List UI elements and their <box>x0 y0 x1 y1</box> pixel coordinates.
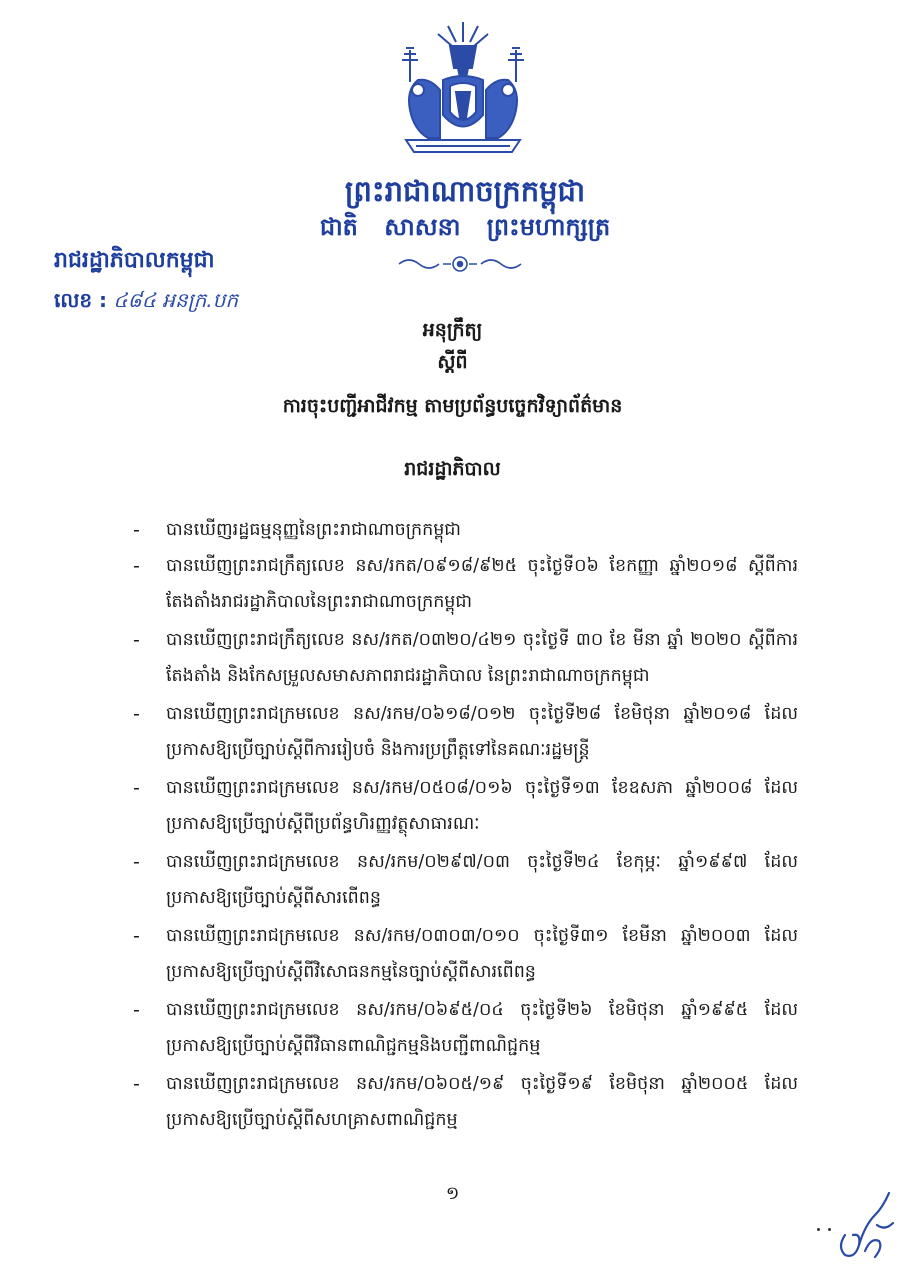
royal-coat-of-arms-emblem <box>388 20 538 170</box>
list-dash: - <box>133 629 140 651</box>
reference-value: ៤៨៤ អនក្រ.បក <box>113 288 239 312</box>
document-type-title: អនុក្រឹត្យ <box>422 319 483 341</box>
list-item-text: បានឃើញព្រះរាជក្រមលេខ នស/រកម/០៦៩៥/០៤ ចុះថ្ងៃទី២៦ ខែមិថុនា ឆ្នាំ១៩៩៥ ដែលប្រកាសឱ្យប្រើច្បាប់ស្តីពីវិធានពាណិជ្ជកម្មនិងបញ្ជីពាណិជ្ជកម្ម <box>166 1000 798 1056</box>
government-name: រាជរដ្ឋាភិបាលកម្ពុជា <box>54 248 215 273</box>
list-dash: - <box>133 851 140 873</box>
concerning-label: ស្តីពី <box>437 351 468 373</box>
kingdom-name: ព្រះរាជាណាចក្រកម្ពុជា <box>344 174 586 208</box>
list-item-text: បានឃើញព្រះរាជក្រមលេខ នស/រកម/០៣០៣/០១០ ចុះថ្ងៃទី៣១ ខែមីនា ឆ្នាំ២០០៣ ដែលប្រកាសឱ្យប្រើច្បាប់ស្តីពីវិសោធនកម្មនៃច្បាប់ស្តីពីសារពើពន្ធ <box>166 926 798 982</box>
list-item-text: បានឃើញព្រះរាជក្រឹត្យលេខ នស/រកត/០៣២០/៤២១ ចុះថ្ងៃទី ៣០ ខែ មីនា ឆ្នាំ ២០២០ ស្តីពីការតែងតាំង និងកែសម្រួលសមាសភាពរាជរដ្ឋាភិបាល នៃព្រះរាជាណាចក្រកម្ពុជា <box>166 630 798 686</box>
list-dash: - <box>133 1073 140 1095</box>
national-motto: ជាតិ សាសនា ព្រះមហាក្សត្រ <box>319 213 611 241</box>
list-dash: - <box>133 777 140 799</box>
list-item-text: បានឃើញព្រះរាជក្រមលេខ នស/រកម/០២៩៧/០៣ ចុះថ្ងៃទី២៤ ខែកុម្ភៈ ឆ្នាំ១៩៩៧ ដែលប្រកាសឱ្យប្រើច្បាប់ស្តីពីសារពើពន្ធ <box>166 852 798 908</box>
list-item-text: បានឃើញព្រះរាជក្រមលេខ នស/រកម/០៦១៨/០១២ ចុះថ្ងៃទី២៨ ខែមិថុនា ឆ្នាំ២០១៨ ដែលប្រកាសឱ្យប្រើច្បាប់ស្តីពីការរៀបចំ និងការប្រព្រឹត្តទៅនៃគណៈរដ្ឋមន្ត្រី <box>166 704 798 760</box>
document-reference-number <box>54 284 238 316</box>
page-number: ១ <box>445 1183 460 1204</box>
list-dash: - <box>133 519 140 541</box>
list-item-text: បានឃើញព្រះរាជក្រមលេខ នស/រកម/០៦០៥/១៩ ចុះថ្ងៃទី១៩ ខែមិថុនា ឆ្នាំ២០០៥ ដែលប្រកាសឱ្យប្រើច្បាប់ស្តីពីសហគ្រាសពាណិជ្ជកម្ម <box>166 1074 798 1130</box>
handwritten-initials-signature <box>805 1185 900 1270</box>
reference-label: លេខ : <box>54 288 108 312</box>
document-subject: ការចុះបញ្ជីអាជីវកម្ម តាមប្រព័ន្ធបច្ចេកវិទ្យាព័ត៌មាន <box>282 395 623 417</box>
list-dash: - <box>133 999 140 1021</box>
list-item-text: បានឃើញព្រះរាជក្រឹត្យលេខ នស/រកត/០៩១៨/៩២៥ ចុះថ្ងៃទី០៦ ខែកញ្ញា ឆ្នាំ២០១៨ ស្តីពីការតែងតាំងរាជរដ្ឋាភិបាលនៃព្រះរាជាណាចក្រកម្ពុជា <box>166 556 798 612</box>
list-dash: - <box>133 703 140 725</box>
list-dash: - <box>133 555 140 577</box>
issuer-heading: រាជរដ្ឋាភិបាល <box>404 458 501 480</box>
list-item-text: បានឃើញរដ្ឋធម្មនុញ្ញនៃព្រះរាជាណាចក្រកម្ពុជា <box>166 520 461 540</box>
decorative-ornament-divider <box>395 252 525 276</box>
list-dash: - <box>133 925 140 947</box>
list-item-text: បានឃើញព្រះរាជក្រមលេខ នស/រកម/០៥០៨/០១៦ ចុះថ្ងៃទី១៣ ខែឧសភា ឆ្នាំ២០០៨ ដែលប្រកាសឱ្យប្រើច្បាប់ស្តីពីប្រព័ន្ធហិរញ្ញវត្ថុសាធារណៈ <box>166 778 798 834</box>
